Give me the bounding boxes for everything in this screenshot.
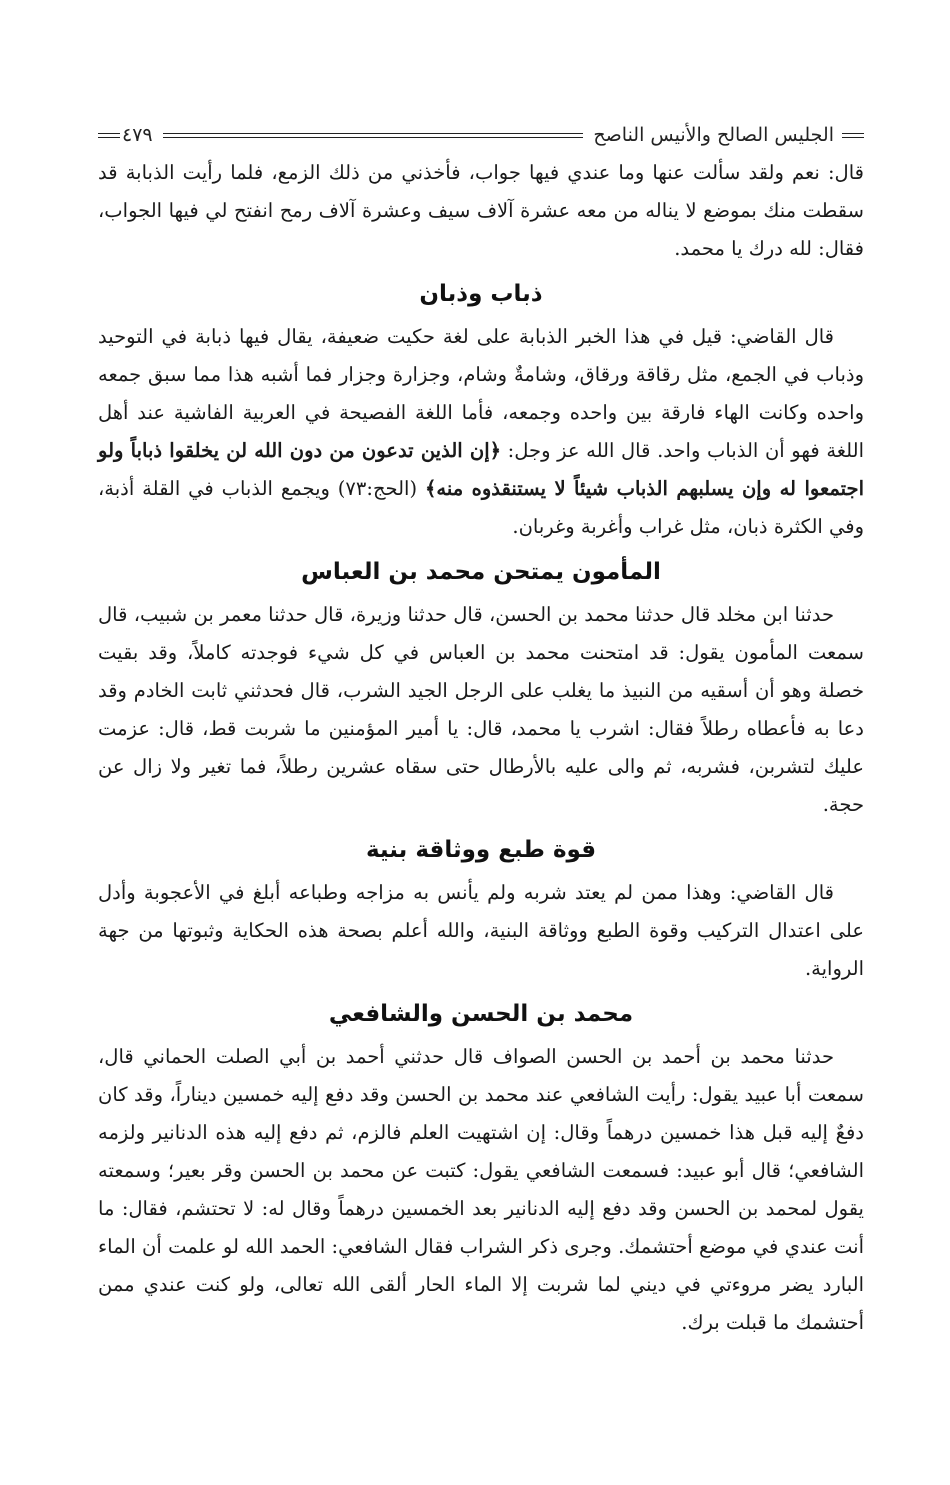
header-rule-middle bbox=[163, 133, 584, 138]
flies-text-start: قال القاضي: قيل في هذا الخبر الذبابة على لغة حكيت ضعيفة، يقال فيها ذبابة في التوحيد وذباب في الجمع، مثل رقاقة ورقاق، وشامةٌ وشام، وجزارة وجزار فما أشبه هذا مما سبق جمعه واحده وكانت الهاء فارقة بين واحده وجمعه، فأما اللغة الفصيحة في العربية الفاشية عند أهل اللغة فهو أن الذباب واحد. قال الله عز وجل: bbox=[98, 325, 864, 462]
quran-verse: ﴿إن الذين تدعون من دون الله لن يخلقوا ذباباً ولو اجتمعوا له وإن يسلبهم الذباب شيئاً لا يستنقذوه منه﴾ bbox=[98, 439, 865, 500]
intro-paragraph: قال: نعم ولقد سألت عنها وما عندي فيها جواب، فأخذني من ذلك الزمع، فلما رأيت الذبابة قد سقطت منك بموضع لا يناله من معه عشرة آلاف سيف وعشرة آلاف رمح انفتح لي فيها الجواب، فقال: لله درك يا محمد. bbox=[98, 161, 864, 260]
section-heading-mamun: المأمون يمتحن محمد بن العباس bbox=[301, 559, 661, 585]
flies-paragraph bbox=[98, 318, 864, 546]
flies-text-end: (الحج:٧٣) ويجمع الذباب في القلة أذبة، وفي الكثرة ذبان، مثل غراب وأغربة وغربان. bbox=[98, 477, 864, 538]
section-heading-shafii: محمد بن الحسن والشافعي bbox=[328, 1001, 634, 1027]
section-heading-strength: قوة طبع ووثاقة بنية bbox=[365, 837, 597, 863]
mamun-paragraph: حدثنا ابن مخلد قال حدثنا محمد بن الحسن، قال حدثنا وزيرة، قال حدثنا معمر بن شبيب، قال سمعت المأمون يقول: قد امتحنت محمد بن العباس في كل شيء فوجدته كاملاً، وقد بقيت خصلة وهو أن أسقيه من النبيذ ما يغلب على الرجل الجيد الشرب، قال فحدثني ثابت الخادم وقد دعا به فأعطاه رطلاً فقال: اشرب يا محمد، قال: يا أمير المؤمنين ما شربت قط، قال: عزمت عليك لتشربن، فشربه، ثم والى عليه بالأرطال حتى سقاه عشرين رطلاً، فما تغير ولا زال عن حجة. bbox=[98, 603, 864, 816]
page-number: ٤٧٩ bbox=[122, 124, 153, 146]
section-heading-flies: ذباب وذبان bbox=[419, 281, 543, 307]
header-rule-right bbox=[842, 133, 864, 138]
header-book-title: الجليس الصالح والأنيس الناصح bbox=[593, 124, 834, 146]
strength-paragraph: قال القاضي: وهذا ممن لم يعتد شربه ولم يأنس به مزاجه وطباعه أبلغ في الأعجوبة وأدل على اعتدال التركيب وقوة الطبع ووثاقة البنية، والله أعلم بصحة هذه الحكاية وثبوتها من جهة الرواية. bbox=[98, 881, 864, 980]
book-page bbox=[98, 118, 864, 1342]
running-header bbox=[98, 118, 864, 152]
shafii-paragraph: حدثنا محمد بن أحمد بن الحسن الصواف قال حدثني أحمد بن أبي الصلت الحماني قال، سمعت أبا عبيد يقول: رأيت الشافعي عند محمد بن الحسن وقد دفع إليه خمسين ديناراً، وقد كان دفعٌ إليه قبل هذا خمسين درهماً وقال: إن اشتهيت العلم فالزم، ثم دفع إليه هذه الدنانير ولزمه الشافعي؛ قال أبو عبيد: فسمعت الشافعي يقول: كتبت عن محمد بن الحسن وقر بعير؛ وسمعته يقول لمحمد بن الحسن وقد دفع إليه الدنانير بعد الخمسين درهماً وقال له: لا تحتشم، فقال: ما أنت عندي في موضع أحتشمك. وجرى ذكر الشراب فقال الشافعي: الحمد الله لو علمت أن الماء البارد يضر مروءتي في ديني لما شربت إلا الماء الحار ألقى الله تعالى، ولو كنت عندي ممن أحتشمك ما قبلت برك. bbox=[98, 1045, 864, 1334]
header-rule-left bbox=[98, 133, 120, 138]
